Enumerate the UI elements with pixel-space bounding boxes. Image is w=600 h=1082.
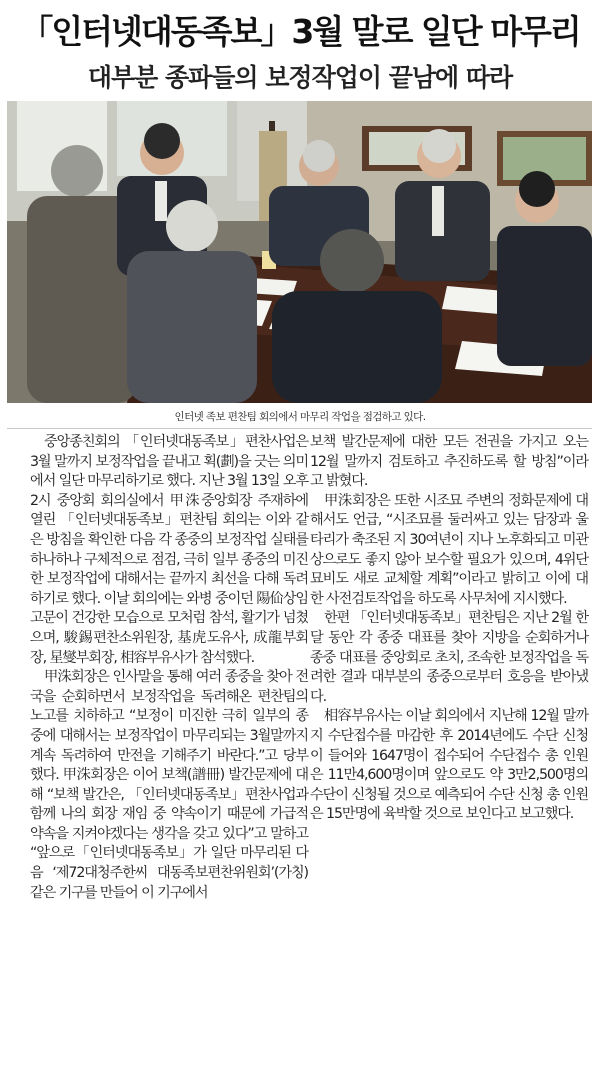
paragraph: 甲洙회장은 또한 시조묘 주변의 정화문제에 대해서도 언급, “시조묘를 둘러싸고 있는 담장과 울타리가 축조된 지 30여년이 지나 노후화되고 미관상으로도 좋지 않아 보수할 필요가 있으며, 4위단 묘비도 새로 교체할 계획”이라고 밝히고 이에 대한 사전검토작업을 하도록 사무처에 지시했다. [310, 492, 588, 607]
article-column-left [30, 433, 308, 903]
paragraph: 한편 「인터넷대동족보」편찬팀은 지난 2월 한 달 동안 각 종중 대표를 찾아 지방을 순회하거나 종중 대표를 중앙회로 초치, 조속한 보정작업을 독려한 결과 대부분의 종중으로부터 호응을 받아냈다. [310, 610, 588, 705]
meeting-photo [7, 101, 592, 403]
paragraph: 중앙종친회의 「인터넷대동족보」편찬사업은 3월 말까지 보정작업을 끝내고 획(劃)을 긋는 의미에서 일단 마무리하기로 했다. 지난 3월 13일 오후 2시 중앙회 회의실에서 甲洙중앙회장 주재하에 열린 「인터넷대동족보」편찬팀 회의는 이와 같은 방침을 확인한 다음 각 종중의 보정작업 실태를 하나하나 구체적으로 점검, 극히 일부 종중의 미진한 보정작업에 대해서는 끝까지 최선을 다해 독려하기로 했다. 이날 회의에는 와병 중이던 陽佡상임고문이 건강한 모습으로 모처럼 참석, 활기가 넘쳤으며, 駿錫편찬소위원장, 基虎도유사, 成龍부회장, 星燮부회장, 相容부유사가 참석했다. [30, 434, 308, 666]
caption-divider [7, 428, 592, 429]
paragraph: 甲洙회장은 인사말을 통해 여러 종중을 찾아 전국을 순회하면서 보정작업을 독려해온 편찬팀의 노고를 치하하고 “보정이 미진한 극히 일부의 종중에 대해서는 보정작업이 마무리되는 3월말까지 계속 독려하여 만전을 기해주기 바란다.”고 당부했다. 甲洙회장은 이어 보책(譜冊) 발간문제에 대해 “보책 발간은, 「인터넷대동족보」편찬사업과 함께 나의 회장 재임 중 약속이기 때문에 가급적 약속을 지켜야겠다는 생각을 갖고 있다”고 말하고 “앞으로「인터넷대동족보」가 일단 마무리된 다음 ‘제72대청주한씨 대동족보편찬위원회’(가칭) 같은 기구를 만들어 이 기구에서 [30, 669, 308, 901]
article-headline: 「인터넷대동족보」3월 말로 일단 마무리 [20, 12, 580, 51]
photo-caption: 인터넷 족보 편찬팀 회의에서 마무리 작업을 점검하고 있다. [174, 411, 426, 423]
article-subheadline: 대부분 종파들의 보정작업이 끝남에 따라 [87, 63, 513, 92]
paragraph: 보책 발간문제에 대한 모든 전권을 가지고 오는 12월 말까지 검토하고 추진하도록 할 방침”이라고 밝혔다. [310, 434, 588, 490]
paragraph: 相容부유사는 이날 회의에서 지난해 12월 말까지 수단접수를 마감한 후 2014년에도 수단 신청이 들어와 1647명이 접수되어 수단접수 총 인원은 11만4,600명이며 앞으로도 약 3만2,500명의 수단이 신청될 것으로 예측되어 수단 신청 총 인원은 15만명에 육박할 것으로 보인다고 보고했다. [310, 708, 588, 823]
article-column-right [310, 433, 588, 825]
